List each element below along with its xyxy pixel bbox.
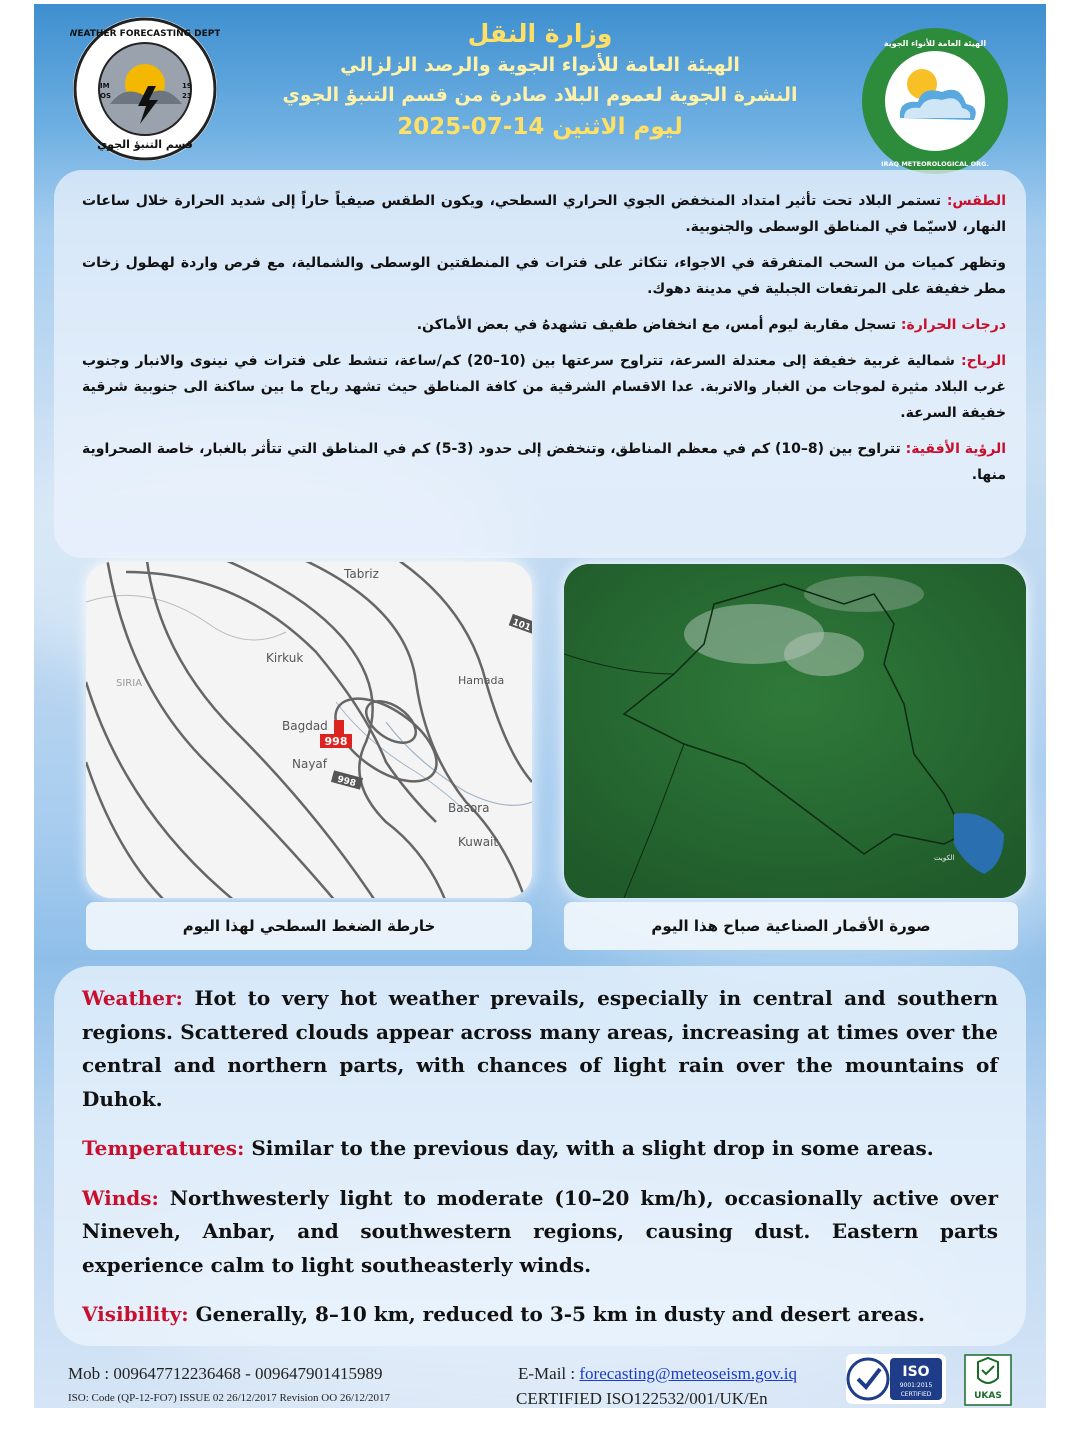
english-visibility-paragraph xyxy=(82,1298,998,1332)
arabic-weather-text: تستمر البلاد تحت تأثير امتداد المنخفض الجوي الحراري السطحي، ويكون الطقس صيفياً حاراً إلى شديد الحرارة خلال ساعات النهار، لاسيّما في المناطق الوسطى والجنوبية. xyxy=(82,193,1006,235)
svg-text:23: 23 xyxy=(182,92,192,100)
english-forecast-text xyxy=(82,982,998,1348)
map-label-kuwait: Kuwait xyxy=(458,835,499,849)
english-visibility-label: Visibility: xyxy=(82,1302,189,1326)
arabic-forecast-panel xyxy=(54,170,1026,558)
footer xyxy=(34,1344,1046,1408)
iso-code-line: ISO: Code (QP-12-FO7) ISSUE 02 26/12/2017 Revision OO 26/12/2017 xyxy=(68,1392,391,1404)
english-temp-label: Temperatures: xyxy=(82,1136,245,1160)
low-pressure-value: 998 xyxy=(324,735,348,748)
map-label-basora: Basora xyxy=(448,801,490,815)
ukas-logo xyxy=(964,1354,1012,1406)
authority-title: الهيئة العامة للأنواء الجوية والرصد الزلزالي xyxy=(340,54,740,76)
svg-text:قسم التنبؤ الجوي: قسم التنبؤ الجوي xyxy=(97,138,193,151)
header xyxy=(34,4,1046,174)
map-label-baghdad: Bagdad xyxy=(282,719,328,733)
arabic-visibility-paragraph xyxy=(82,436,1006,488)
english-visibility-text: Generally, 8–10 km, reduced to 3-5 km in dusty and desert areas. xyxy=(188,1302,925,1326)
map-label-tabriz: Tabriz xyxy=(344,567,379,581)
arabic-clouds-text: وتظهر كميات من السحب المتفرقة في الاجواء، تتكاثر على فترات في المنطقتين الوسطى والشمالية، مع فرص واردة لهطول زخات مطر خفيفة على المرتفعات الجبلية في مدينة دهوك. xyxy=(82,255,1006,297)
svg-text:OS: OS xyxy=(100,92,111,100)
satellite-image xyxy=(564,564,1026,898)
arabic-forecast-text xyxy=(82,188,1006,498)
svg-text:الكويت: الكويت xyxy=(934,854,955,862)
english-temp-text: Similar to the previous day, with a slight drop in some areas. xyxy=(244,1136,934,1160)
english-weather-paragraph xyxy=(82,982,998,1116)
arabic-winds-paragraph xyxy=(82,348,1006,426)
english-temp-paragraph xyxy=(82,1132,998,1166)
certification-line: CERTIFIED ISO122532/001/UK/En xyxy=(516,1389,768,1408)
svg-text:الهيئة العامة للأنواء الجوية: الهيئة العامة للأنواء الجوية xyxy=(883,39,987,48)
ministry-title: وزارة النقل xyxy=(467,19,613,48)
iso-badge-standard: 9001:2015 xyxy=(899,1382,933,1389)
iso-certified-badge xyxy=(846,1354,946,1404)
bulletin-sheet xyxy=(34,4,1046,1408)
forecasting-dept-logo xyxy=(70,14,220,164)
arabic-weather-label: الطقس: xyxy=(946,193,1006,209)
arabic-clouds-paragraph xyxy=(82,250,1006,302)
email-link[interactable]: forecasting@meteoseism.gov.iq xyxy=(579,1364,797,1383)
arabic-winds-label: الرياح: xyxy=(961,353,1006,369)
map-label-kirkuk: Kirkuk xyxy=(266,651,304,665)
english-weather-text: Hot to very hot weather prevails, especially in central and southern regions. Scattered clouds appear across many areas, increasing at times over the central and northern parts, with chances of light rain over the mountains of Duhok. xyxy=(82,986,998,1111)
header-titles xyxy=(234,18,846,144)
english-winds-text: Northwesterly light to moderate (10–20 km/h), occasionally active over Nineveh, Anbar, and southwestern regions, causing dust. Eastern parts experience calm to light southeasterly winds. xyxy=(82,1185,998,1277)
english-forecast-panel xyxy=(54,966,1026,1346)
ukas-label: UKAS xyxy=(974,1391,1002,1401)
english-weather-label: Weather: xyxy=(82,986,183,1010)
arabic-temp-label: درجات الحرارة: xyxy=(900,317,1006,333)
email-line xyxy=(518,1364,797,1384)
svg-text:WEATHER FORECASTING DEPT.: WEATHER FORECASTING DEPT. xyxy=(70,29,220,39)
arabic-temp-paragraph xyxy=(82,312,1006,338)
arabic-visibility-label: الرؤية الأفقية: xyxy=(905,441,1006,457)
english-winds-label: Winds: xyxy=(82,1185,159,1210)
isobar-label-998: 998 xyxy=(336,774,357,790)
map-label-syria: SIRIA xyxy=(116,678,143,689)
arabic-weather-paragraph xyxy=(82,188,1006,240)
svg-text:IRAQ METEOROLOGICAL ORG.: IRAQ METEOROLOGICAL ORG. xyxy=(881,160,989,168)
arabic-temp-text: تسجل مقاربة ليوم أمس، مع انخفاض طفيف تشهدهُ في بعض الأماكن. xyxy=(416,317,901,333)
satellite-caption: صورة الأقمار الصناعية صباح هذا اليوم xyxy=(564,902,1018,950)
bulletin-title: النشرة الجوية لعموم البلاد صادرة من قسم التنبؤ الجوي xyxy=(282,84,798,106)
meteorological-organization-logo xyxy=(860,26,1010,176)
pressure-map-caption: خارطة الضغط السطحي لهذا اليوم xyxy=(86,902,532,950)
arabic-visibility-text: تتراوح بين (8–10) كم في معظم المناطق، وتنخفض إلى حدود (3-5) كم في المناطق التي تتأثر بالغبار، خاصة الصحراوية منها. xyxy=(82,441,1006,483)
english-winds-paragraph xyxy=(82,1182,998,1283)
iso-badge-label: ISO xyxy=(902,1364,930,1380)
arabic-winds-text: شمالية غربية خفيفة إلى معتدلة السرعة، تتراوح سرعتها بين (10–20) كم/ساعة، تنشط على فترات في نينوى والانبار وجنوب غرب البلاد مثيرة لموجات من الغبار والاتربة. عدا الاقسام الشرقية من كافة المناطق حيث تشهد رياح ما بين ساكنة الى جنوبية شرقية خفيفة السرعة. xyxy=(82,353,1006,421)
iso-badge-certified: CERTIFIED xyxy=(900,1391,932,1398)
mobile-numbers: Mob : 009647712236468 - 009647901415989 xyxy=(68,1364,383,1383)
svg-text:19: 19 xyxy=(182,82,192,90)
surface-pressure-map xyxy=(86,562,532,898)
svg-text:IM: IM xyxy=(100,82,110,90)
bulletin-date: ليوم الاثنين 14-07-2025 xyxy=(397,114,683,140)
isobar-label-1010: 101 xyxy=(510,617,532,634)
map-label-hamada: Hamada xyxy=(458,674,505,687)
email-label: E-Mail : xyxy=(518,1364,580,1383)
map-label-najaf: Nayaf xyxy=(292,757,328,771)
